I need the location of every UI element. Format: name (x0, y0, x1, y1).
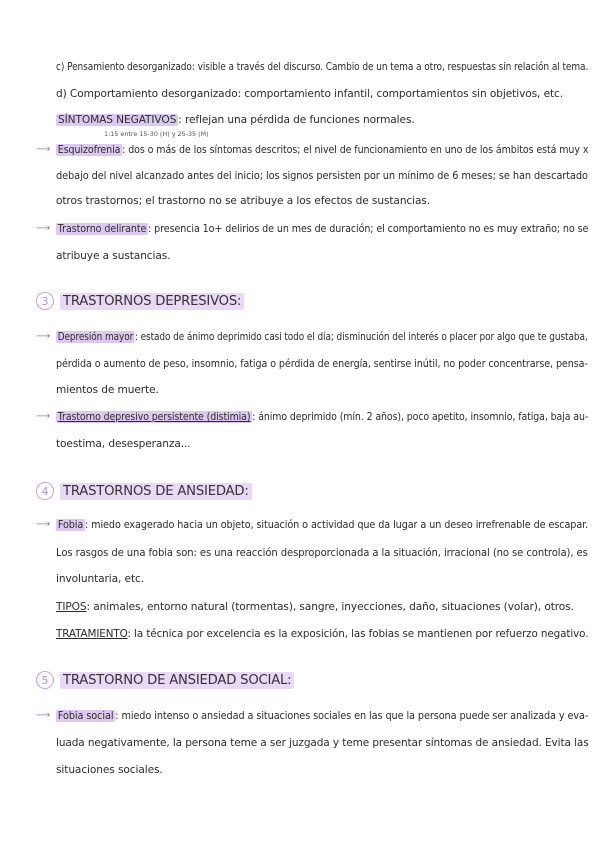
types-text: : animales, entorno natural (tormentas), sangre, inyecciones, daño, situaciones (volar), otros. (86, 601, 574, 613)
phobia-text-1: : miedo exagerado hacia un objeto, situación o actividad que da lugar a un deseo irrefrenable de escapar. (85, 519, 589, 531)
major-depression-text-1: : estado de ánimo deprimido casi todo el día; disminución del interés o placer por algo que te gustaba, (134, 331, 588, 343)
treatment-label: TRATAMIENTO (56, 628, 128, 640)
dysthymia-line-1 (56, 410, 588, 424)
major-depression-line-3: mientos de muerte. (56, 384, 159, 396)
types-line (56, 600, 574, 614)
arrow-right-icon: ⟶ (36, 710, 51, 721)
social-phobia-text-1: : miedo intenso o ansiedad a situaciones sociales en las que la persona puede ser analizada y eva- (115, 710, 589, 722)
major-depression-line-2: pérdida o aumento de peso, insomnio, fatiga o pérdida de energía, sentirse inútil, no poder concentrarse, pensa- (56, 358, 588, 370)
treatment-line (56, 627, 588, 641)
arrow-right-icon: ⟶ (36, 331, 51, 342)
arrow-right-icon: ⟶ (36, 519, 51, 530)
section-title: TRASTORNOS DE ANSIEDAD: (60, 483, 252, 500)
section-number: 3 (36, 292, 54, 310)
social-phobia-line-1 (56, 709, 588, 723)
negative-symptoms-text: : reflejan una pérdida de funciones normales. (178, 114, 415, 126)
schizophrenia-text-1: : dos o más de los síntomas descritos; el nivel de funcionamiento en uno de los ámbitos está muy x (122, 144, 589, 156)
delusional-text-1: : presencia 1o+ delirios de un mes de duración; el comportamiento no es muy extraño; no se (148, 223, 589, 235)
dysthymia-line-2: toestima, desesperanza... (56, 438, 191, 450)
dysthymia-label: Trastorno depresivo persistente (distimia) (57, 411, 251, 423)
schizophrenia-line-2: debajo del nivel alcanzado antes del inicio; los signos persisten por un mínimo de 6 meses; se han descartado (56, 170, 588, 182)
arrow-right-icon: ⟶ (36, 223, 51, 234)
delusional-label: Trastorno delirante (57, 223, 147, 235)
negative-symptoms-label: SÍNTOMAS NEGATIVOS (58, 114, 177, 126)
line-d: d) Comportamiento desorganizado: comportamiento infantil, comportamientos sin objetivos, etc. (56, 88, 564, 100)
phobia-label: Fobia (57, 519, 84, 531)
section-3-heading (36, 292, 244, 310)
section-title: TRASTORNOS DEPRESIVOS: (60, 293, 244, 310)
section-number: 4 (36, 482, 54, 500)
arrow-right-icon: ⟶ (36, 144, 51, 155)
social-phobia-line-2: luada negativamente, la persona teme a ser juzgada y teme presentar síntomas de ansiedad. Evita las (56, 737, 589, 749)
schizophrenia-label: Esquizofrenia (57, 144, 121, 156)
arrow-right-icon: ⟶ (36, 411, 51, 422)
phobia-line-1 (56, 518, 588, 532)
major-depression-line-1 (56, 330, 588, 344)
section-title: TRASTORNO DE ANSIEDAD SOCIAL: (60, 672, 294, 689)
social-phobia-line-3: situaciones sociales. (56, 764, 163, 776)
types-label: TIPOS (56, 601, 87, 613)
major-depression-label: Depresión mayor (57, 331, 134, 343)
social-phobia-label: Fobia social (57, 710, 114, 722)
negative-symptoms-line (56, 113, 415, 127)
delusional-line-1 (56, 222, 588, 236)
dysthymia-text-1: : ánimo deprimido (mín. 2 años), poco apetito, insomnio, fatiga, baja au- (252, 411, 589, 423)
phobia-line-3: involuntaria, etc. (56, 573, 145, 585)
section-number: 5 (36, 671, 54, 689)
schizophrenia-line-1 (56, 143, 588, 157)
treatment-text: : la técnica por excelencia es la exposición, las fobias se mantienen por refuerzo negativo. (127, 628, 589, 640)
section-4-heading (36, 482, 252, 500)
phobia-line-2: Los rasgos de una fobia son: es una reacción desproporcionada a la situación, irracional (no se controla), es (56, 547, 588, 559)
delusional-line-2: atribuye a sustancias. (56, 250, 171, 262)
line-c: c) Pensamiento desorganizado: visible a través del discurso. Cambio de un tema a otro, respuestas sin relación al tema. (56, 61, 589, 73)
schizophrenia-line-3: otros trastornos; el trastorno no se atribuye a los efectos de sustancias. (56, 195, 431, 207)
schizophrenia-note: 1:15 entre 15-30 (H) y 25-35 (M) (104, 130, 209, 138)
section-5-heading (36, 671, 294, 689)
